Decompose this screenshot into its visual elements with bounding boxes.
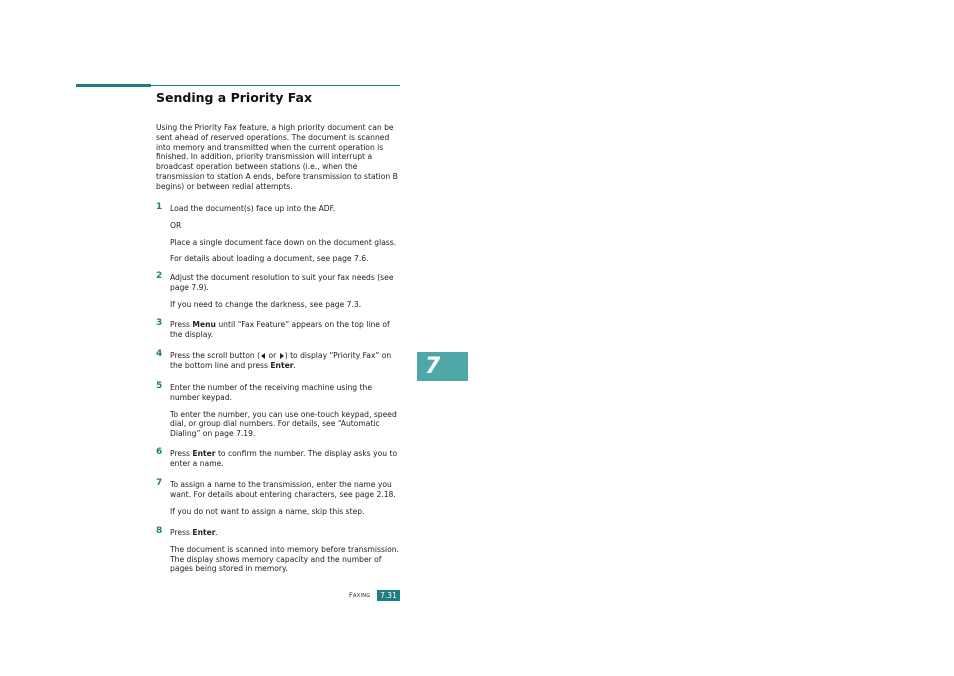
intro-paragraph: Using the Priority Fax feature, a high priority document can be sent ahead of reserved operations. The document is scanned into memory and transmitted when the current operation is finished. In addition, priority transmission will interrupt a broadcast operation between stations (i.e., when the transmission to station A ends, before transmission to station B begins) or between redial attempts. — [156, 123, 398, 191]
step-text: If you do not want to assign a name, skip this step. — [170, 506, 365, 516]
step-number: 5 — [156, 381, 163, 391]
step-number: 6 — [156, 447, 163, 457]
step-text: OR — [170, 220, 182, 230]
step-text: Press the scroll button ( or ) to display “Priority Fax” on the bottom line and press Enter. — [170, 351, 392, 370]
step-text: For details about loading a document, see page 7.6. — [170, 254, 369, 264]
step-text: Press Enter to confirm the number. The display asks you to enter a name. — [170, 449, 398, 468]
step-8 — [156, 528, 402, 580]
step-3 — [156, 320, 402, 346]
enter-key-label: Enter — [192, 528, 216, 537]
step-text: The document is scanned into memory before transmission. The display shows memory capacity and the number of pages being stored in memory. — [170, 544, 399, 574]
scroll-right-icon — [280, 353, 284, 359]
step-text: Enter the number of the receiving machine using the number keypad. — [170, 383, 373, 402]
step-text: Adjust the document resolution to suit your fax needs (see page 7.9). — [170, 273, 394, 292]
menu-key-label: Menu — [192, 320, 216, 329]
step-1 — [156, 204, 402, 270]
step-number: 4 — [156, 349, 163, 359]
enter-key-label: Enter — [270, 360, 294, 370]
step-7 — [156, 480, 402, 522]
step-4 — [156, 351, 402, 377]
chapter-number: 7 — [425, 354, 441, 379]
step-number: 7 — [156, 478, 163, 488]
step-number: 3 — [156, 318, 163, 328]
step-5 — [156, 383, 402, 445]
scroll-left-icon — [261, 353, 265, 359]
step-number: 2 — [156, 271, 163, 281]
chapter-tab — [417, 352, 468, 381]
step-6 — [156, 449, 402, 475]
step-number: 8 — [156, 526, 163, 536]
section-title: Sending a Priority Fax — [156, 90, 313, 105]
enter-key-label: Enter — [192, 449, 216, 458]
step-text: Press Menu until “Fax Feature” appears on the top line of the display. — [170, 320, 390, 339]
step-text: Load the document(s) face up into the ADF. — [170, 204, 336, 213]
footer-section-label: Faxing — [349, 591, 371, 599]
page-number-badge: 7.31 — [377, 590, 400, 601]
step-text: Place a single document face down on the document glass. — [170, 237, 397, 247]
step-text: If you need to change the darkness, see page 7.3. — [170, 299, 362, 309]
step-text: Press Enter. — [170, 528, 218, 537]
step-2 — [156, 273, 402, 315]
step-text: To enter the number, you can use one-touch keypad, speed dial, or group dial numbers. For details, see “Automatic Dialing” on page 7.19. — [170, 409, 397, 439]
header-rule — [151, 85, 400, 86]
step-number: 1 — [156, 202, 163, 212]
header-rule-accent — [76, 84, 151, 87]
step-text: To assign a name to the transmission, enter the name you want. For details about entering characters, see page 2.18. — [170, 480, 396, 499]
